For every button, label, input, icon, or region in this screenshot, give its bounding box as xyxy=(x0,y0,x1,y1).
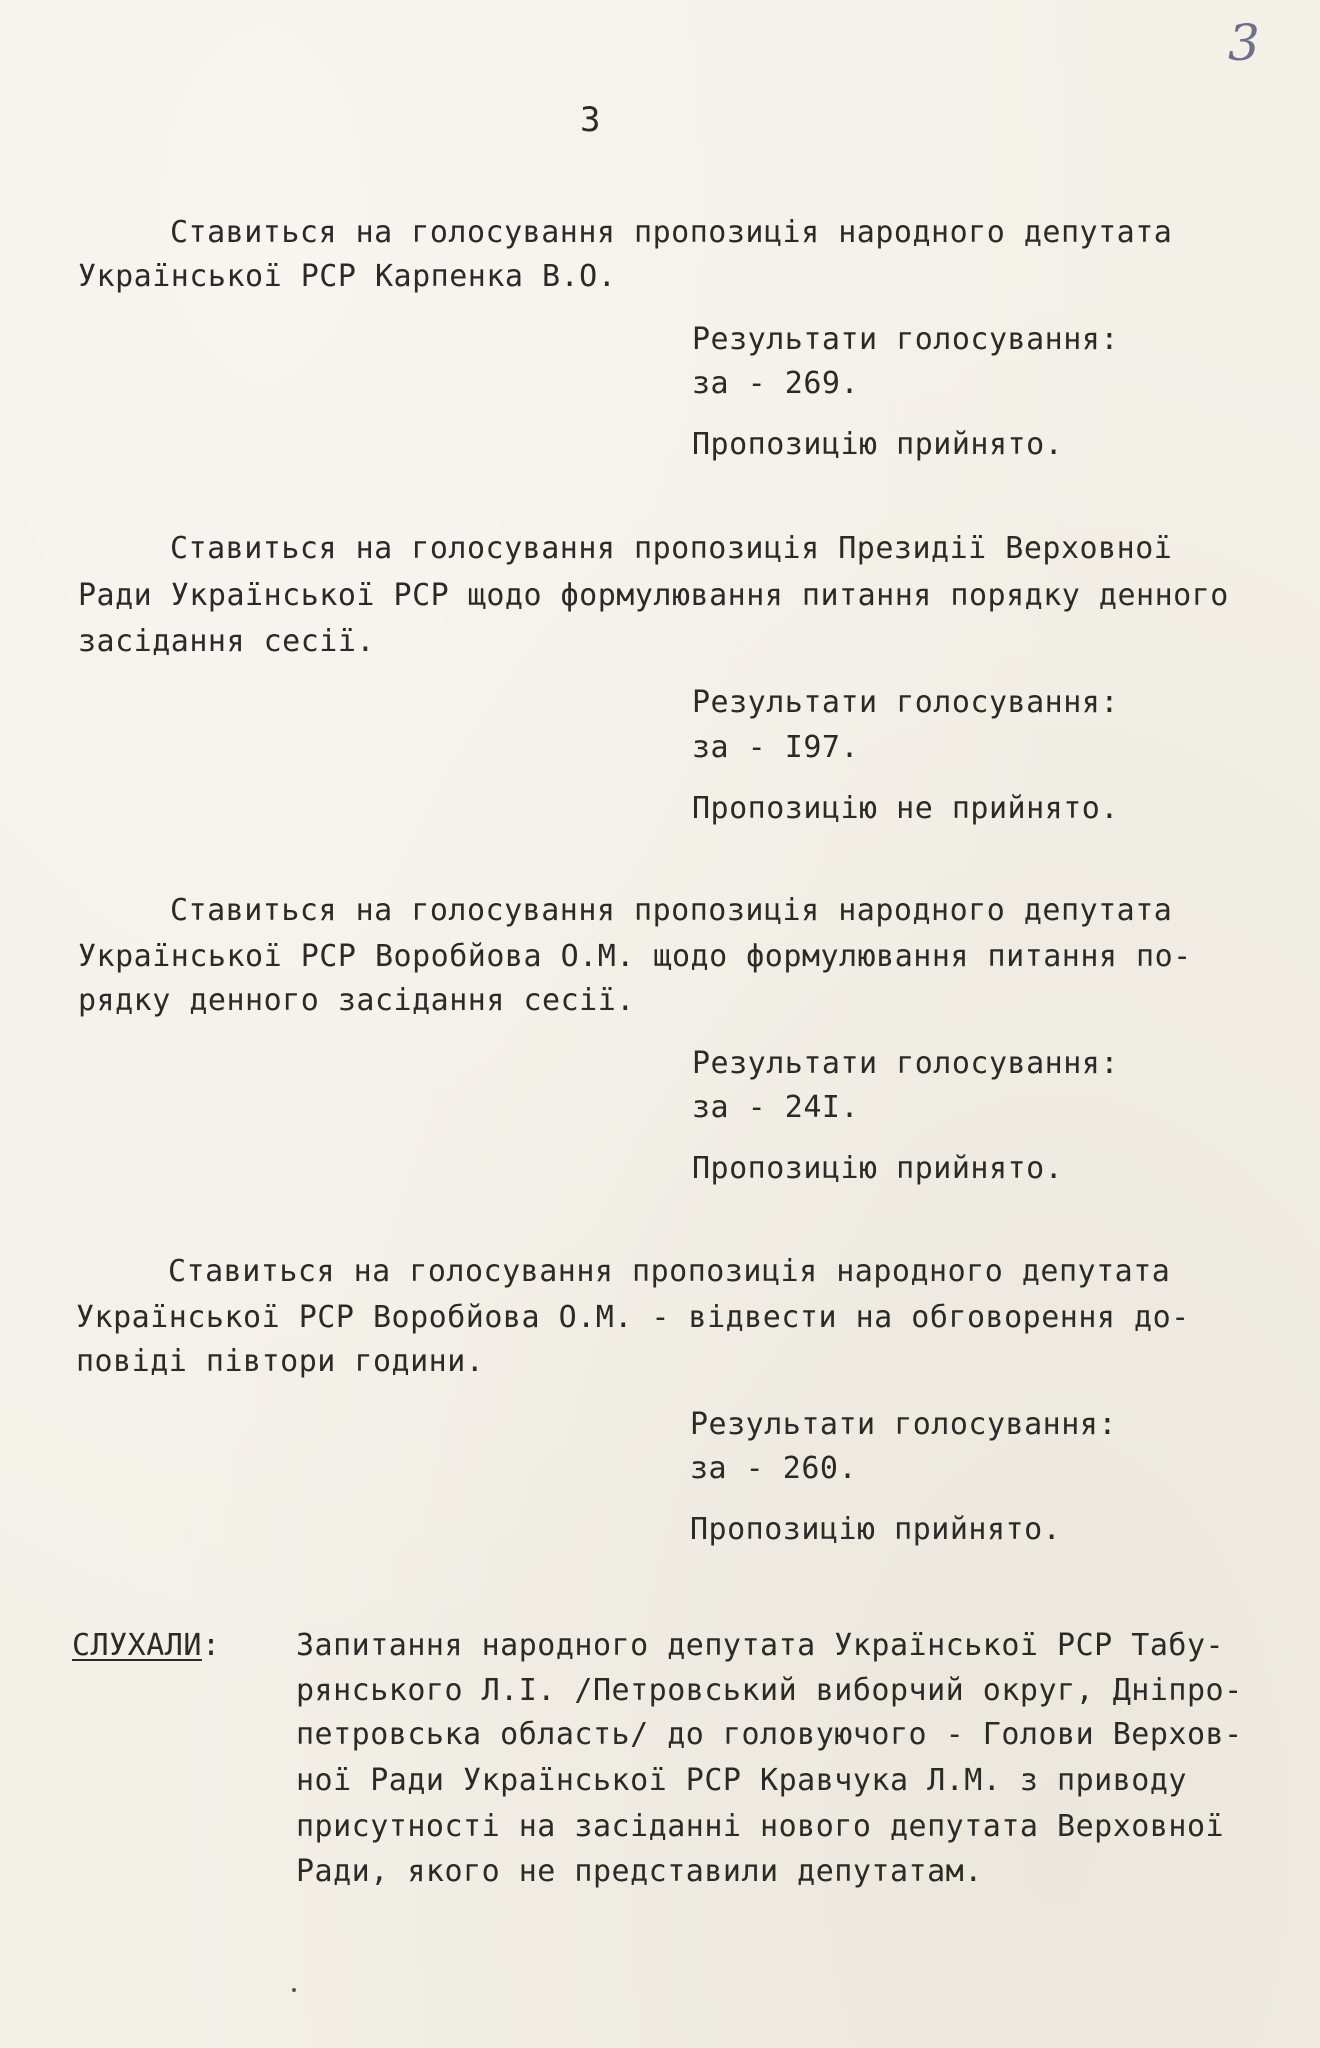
vote-paragraph-line: Української РСР Карпенка В.О. xyxy=(78,259,617,294)
vote-paragraph-line: Ставиться на голосування пропозиція народного депутата xyxy=(170,215,1173,250)
vote-paragraph-line: Української РСР Воробйова О.М. щодо формулювання питання по- xyxy=(78,939,1192,974)
vote-count: за - І97. xyxy=(692,730,860,765)
vote-paragraph-line: засідання сесії. xyxy=(78,624,375,659)
vote-outcome: Пропозицію прийнято. xyxy=(692,427,1064,462)
vote-paragraph-line: Ставиться на голосування пропозиція народного депутата xyxy=(170,893,1173,928)
ink-speck xyxy=(292,1988,296,1992)
heard-label: СЛУХАЛИ xyxy=(72,1628,202,1663)
vote-outcome: Пропозицію не прийнято. xyxy=(692,791,1119,826)
vote-paragraph-line: Ставиться на голосування пропозиція Президії Верховної xyxy=(170,531,1173,566)
heard-text-line: рянського Л.І. /Петровський виборчий округ, Дніпро- xyxy=(296,1673,1243,1708)
vote-paragraph-line: рядку денного засідання сесії. xyxy=(78,983,635,1018)
archive-page-number: 3 xyxy=(1228,14,1260,72)
heard-text-line: Ради, якого не представили депутатам. xyxy=(296,1854,983,1889)
heard-text-line: петровська область/ до головуючого - Голови Верхов- xyxy=(296,1717,1243,1752)
vote-paragraph-line: Ставиться на голосування пропозиція народного депутата xyxy=(168,1254,1171,1289)
vote-count: за - 269. xyxy=(692,366,860,401)
page-number: 3 xyxy=(580,100,601,140)
vote-paragraph-line: Української РСР Воробйова О.М. - відвести на обговорення до- xyxy=(76,1300,1190,1335)
vote-paragraph-line: Ради Української РСР щодо формулювання питання порядку денного xyxy=(78,578,1229,613)
vote-outcome: Пропозицію прийнято. xyxy=(690,1512,1062,1547)
heard-text-line: ної Ради Української РСР Кравчука Л.М. з приводу xyxy=(296,1763,1187,1798)
vote-results-label: Результати голосування: xyxy=(692,322,1119,357)
vote-results-label: Результати голосування: xyxy=(690,1407,1117,1442)
heard-text-line: присутності на засіданні нового депутата Верховної xyxy=(296,1809,1225,1844)
vote-count: за - 260. xyxy=(690,1451,858,1486)
vote-count: за - 24І. xyxy=(692,1090,860,1125)
vote-paragraph-line: повіді півтори години. xyxy=(76,1344,485,1379)
vote-outcome: Пропозицію прийнято. xyxy=(692,1151,1064,1186)
heard-label-colon: : xyxy=(201,1628,221,1663)
vote-results-label: Результати голосування: xyxy=(692,1046,1119,1081)
vote-results-label: Результати голосування: xyxy=(692,685,1119,720)
heard-text-line: Запитання народного депутата Української РСР Табу- xyxy=(296,1628,1225,1663)
heard-heading xyxy=(72,1624,221,1668)
